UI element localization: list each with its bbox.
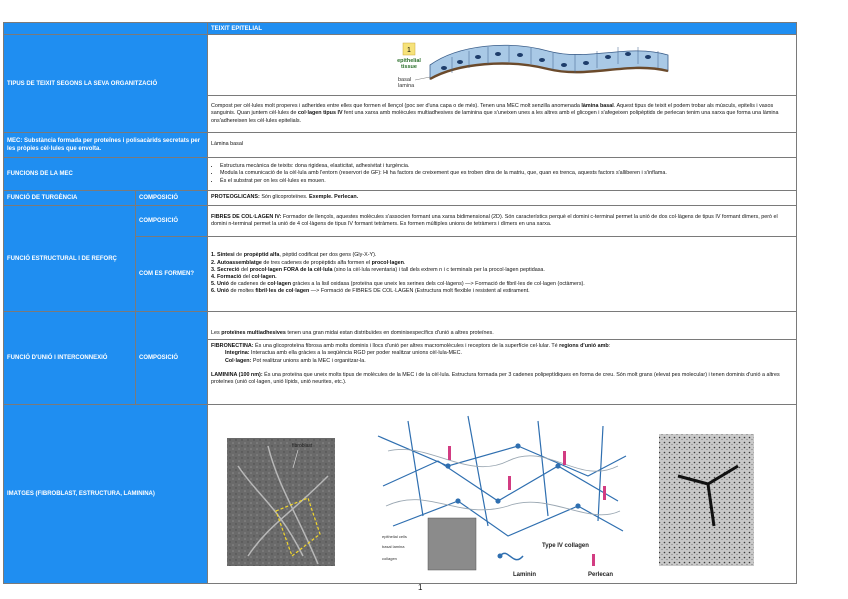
images-cell <box>208 405 797 584</box>
legend-laminin: Laminin <box>513 572 537 578</box>
inset-label-epithelial: epithelial cells <box>382 534 407 539</box>
unio-intro: Les proteïnes multiadhesives tenen una gran midai estan distribuïdes en dominisespecífics d'unió a altres proteïnes. <box>208 328 796 340</box>
mec-label: MEC: Substància formada per proteïnes i polisacàrids secretats per les pròpies cèl·lules que envolta. <box>4 133 208 158</box>
estructural-sub-composicio: COMPOSICIÓ <box>136 206 208 237</box>
laminina-block: LAMININA (100 nm): És una proteïna que uneix molts tipus de molècules de la MEC i de la cèl·lula. Estructura formada per 3 cadenes polipeptídiques en forma de creu. Són molt grans (elevat pes molecular) i tenen dominis d'unió a altres proteïnes (unió col·lagen, unió lípids, unió neurites, etc.). <box>211 371 780 385</box>
inset-label-basal: basal lamina <box>382 544 405 549</box>
mec-row <box>4 133 797 158</box>
funcions-row <box>4 158 797 191</box>
fibronectina-block: FIBRONECTINA: És una glicoproteïna fibrosa amb molts dominis i llocs d'unió per altres macromolècules i receptors de la superfície cel·lular. Té regions d'unió amb: Integrina: Interactua amb ella gràcies a la seqüència RGD per poder realitzar unions cèl·lula-MEC. Col·lagen: Pot realitzar unions amb la MEC i organitzar-la. <box>208 340 796 365</box>
unio-text-cell <box>208 312 797 405</box>
step-item: 4. Formació del col·lagen. <box>211 274 277 280</box>
figure-label-epithelial: epithelial <box>397 58 421 64</box>
turgencia-row <box>4 191 797 206</box>
header-row <box>4 23 797 35</box>
figure-label-tissue: tissue <box>401 64 417 70</box>
imatges-row <box>4 405 797 584</box>
legend-type-iv-collagen: Type IV collagen <box>542 543 589 549</box>
inset-label-collagen: collagen <box>382 556 397 561</box>
step-item: 1. Síntesi de propèptid alfa, pèptid codificat per dos gens (Gly-X-Y). <box>211 252 377 259</box>
integrina-line: Integrina: Interactua amb ella gràcies a la seqüència RGD per poder realitzar unions cèl·lula-MEC. <box>225 350 462 357</box>
imatges-label: IMATGES (FIBROBLAST, ESTRUCTURA, LAMININA) <box>4 405 208 584</box>
epithelium-diagram <box>208 35 797 95</box>
step-item: 6. Unió de moltes fibril·les de col·lagen —> Formació de FIBRES DE COL·LAGEN (Estructura molt flexible i resistent al estirament. <box>211 288 530 295</box>
funcions-item: • Estructura mecànica de teixits: dona rigidesa, elasticitat, adhesivitat i turgència. <box>220 163 793 170</box>
turgencia-label: FUNCIÓ DE TURGÈNCIA <box>4 191 136 206</box>
legend-perlecan: Perlecan <box>588 572 614 578</box>
step-item: 5. Unió de cadenes de col·lagen gràcies a la lisil oxidasa (proteïna que uneix les serines dels col·làgens) —> Formació de fibril·les de col·lagen (octàmers). <box>211 281 585 288</box>
figure-label-lamina: lamina <box>398 83 415 89</box>
images-panel <box>208 406 797 582</box>
fibroblast-caption: fibroblast <box>292 443 313 449</box>
laminin-em-image <box>659 434 754 566</box>
turgencia-text: PROTEOGLICANS: Són glicoproteïnes. Exemple. Perlecan. <box>208 191 797 206</box>
estructural-sub-com: COM ES FORMEN? <box>136 237 208 312</box>
funcions-list <box>211 163 793 185</box>
step-item: 3. Secreció del procol·lagen FORA de la cèl·lula (sino la cèl·lula reventaria) i tall dels extrem n i c terminals per la procol·lagen peptidasa. <box>211 266 545 273</box>
epithelial-sheet <box>430 45 668 79</box>
estructural-label: FUNCIÓ ESTRUCTURAL I DE REFORÇ <box>4 206 136 312</box>
unio-row <box>4 312 797 405</box>
estructural-steps-cell <box>208 237 797 312</box>
header-left-cell <box>4 23 208 35</box>
collagen-line: Col·lagen: Pot realitzar unions amb la MEC i organitzar-la. <box>225 357 366 364</box>
basal-lamina-structure-diagram <box>368 408 632 578</box>
funcions-label: FUNCIONS DE LA MEC <box>4 158 208 191</box>
funcions-item: • Modula la comunicació de la cèl·lula amb l'entorn (reservori de GF): Hi ha factors de creixement que es troben dins de la matriu, que, quan es trenca, aquests factors s'alliberen i s'inflama. <box>220 170 793 177</box>
tipus-description: Compost per cèl·lules molt properes i adherides entre elles que formen el llençol (poc ser d'una capa o de més). Tenen una MEC molt senzilla anomenada làmina basal. Aquest tipus de teixit el podem trobar als músculs, epitelis i vasos sanguinis. Quan juntem cèl·lules de col·lagen tipus IV fent una xarxa amb molècules multiadhesives de laminina que s'uneixen unes a les altres amb el glicogen i s'afegeixen polipèptids de perlecan tenim una xarxa que forma una làmina ons'adhereixen les cèl·lules epitelials. <box>208 96 797 133</box>
funcions-item: • És el substrat per on les cèl·lules es mouen. <box>220 178 793 185</box>
header-title: TEIXIT EPITELIAL <box>208 23 797 35</box>
tipus-figure-row <box>4 35 797 96</box>
turgencia-sub: COMPOSICIÓ <box>136 191 208 206</box>
funcions-list-cell <box>208 158 797 191</box>
page-number: 1 <box>418 583 423 592</box>
summary-table <box>3 22 797 584</box>
unio-sub: COMPOSICIÓ <box>136 312 208 405</box>
estructural-composicio-text: FIBRES DE COL·LAGEN IV: Formador de llençols, aquestes molècules s'associen formant una xarxa bidimensional (2D). Són característics perquè el domini c-terminal permet la unió de dos col·làgens de tipus IV formant dímers, però el domini n-terminal permet la unió de 4 col·làgens de tipus IV formant tetràmers. Es formen múltiples unions de tetràmers i dímers en una xarxa. <box>208 206 797 237</box>
step-item: 2. Autoassemblatge de tres cadenes de propèptids alfa formen el procol·lagen. <box>211 259 406 266</box>
mec-text: Làmina basal <box>208 133 797 158</box>
tipus-label: TIPUS DE TEIXIT SEGONS LA SEVA ORGANITZACIÓ <box>4 35 208 133</box>
figure-number: 1 <box>407 47 411 54</box>
epithelium-figure-cell <box>208 35 797 96</box>
fibroblast-image <box>227 438 335 566</box>
figure-label-basal: basal <box>398 77 412 83</box>
unio-label: FUNCIÓ D'UNIÓ I INTERCONNEXIÓ <box>4 312 136 405</box>
estructural-row-a <box>4 206 797 237</box>
